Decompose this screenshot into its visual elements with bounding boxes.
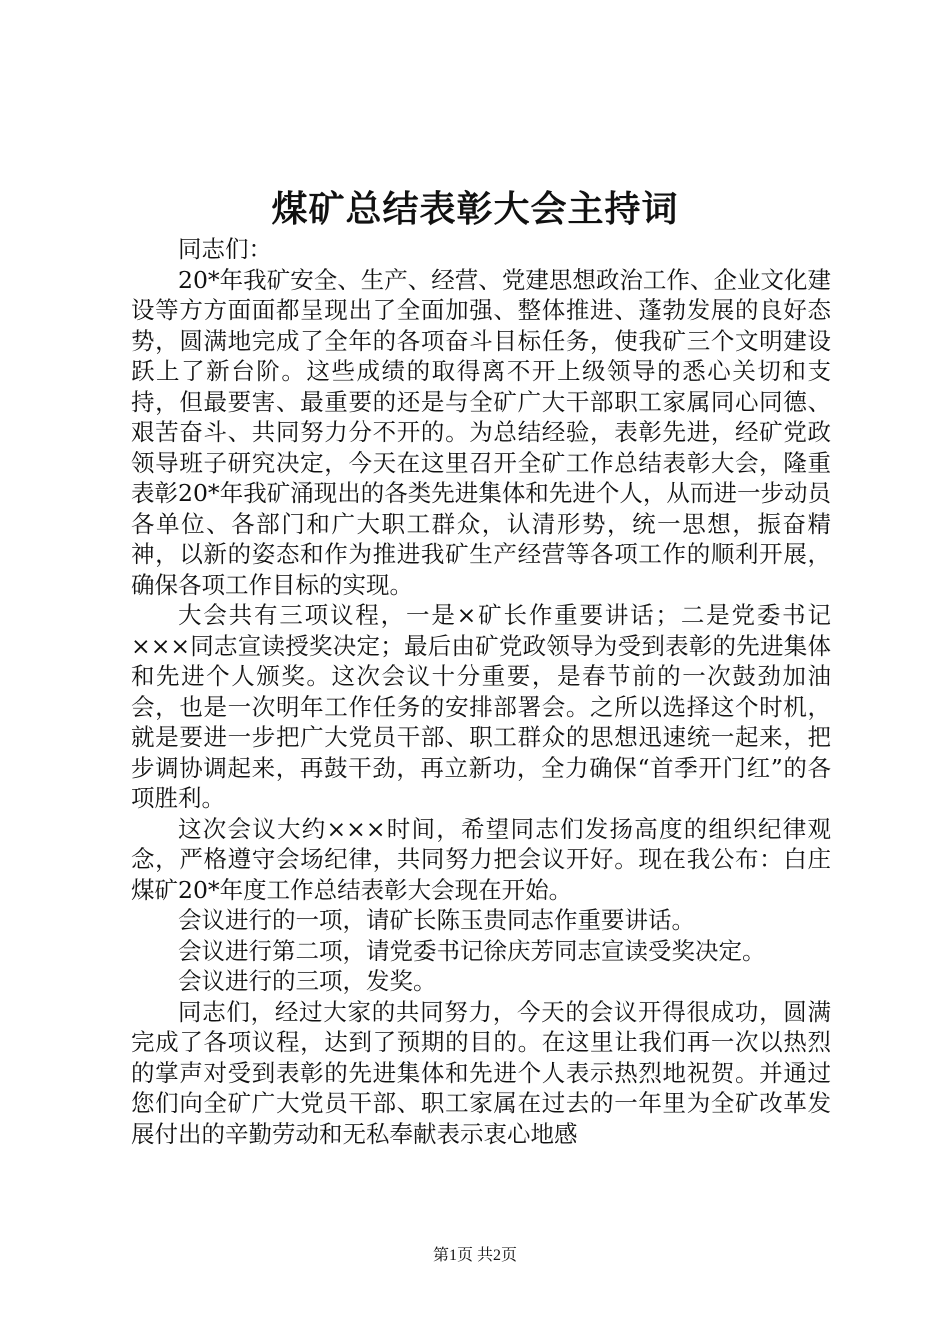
document-body bbox=[131, 234, 831, 1149]
body-paragraph: 大会共有三项议程，一是×矿长作重要讲话；二是党委书记×××同志宣读授奖决定；最后由矿党政领导为受到表彰的先进集体和先进个人颁奖。这次会议十分重要，是春节前的一次鼓劲加油会，也是一次明年工作任务的安排部署会。之所以选择这个时机，就是要进一步把广大党员干部、职工群众的思想迅速统一起来，把步调协调起来，再鼓干劲，再立新功，全力确保“首季开门红”的各项胜利。 bbox=[131, 601, 831, 812]
salutation-paragraph: 同志们： bbox=[178, 235, 272, 263]
body-paragraph: 同志们，经过大家的共同努力，今天的会议开得很成功，圆满完成了各项议程，达到了预期的目的。在这里让我们再一次以热烈的掌声对受到表彰的先进集体和先进个人表示热烈地祝贺。并通过您们向全矿广大党员干部、职工家属在过去的一年里为全矿改革发展付出的辛勤劳动和无私奉献表示衷心地感 bbox=[131, 997, 831, 1148]
document-title: 煤矿总结表彰大会主持词 bbox=[271, 188, 679, 230]
body-paragraph: 这次会议大约×××时间，希望同志们发扬高度的组织纪律观念，严格遵守会场纪律，共同努力把会议开好。现在我公布：白庄煤矿20*年度工作总结表彰大会现在开始。 bbox=[131, 814, 831, 904]
agenda-item-paragraph: 会议进行第二项，请党委书记徐庆芳同志宣读受奖决定。 bbox=[178, 936, 766, 965]
page-footer: 第1页 共2页 bbox=[432, 1247, 517, 1264]
agenda-item-paragraph: 会议进行的一项，请矿长陈玉贵同志作重要讲话。 bbox=[178, 906, 695, 934]
agenda-item-paragraph: 会议进行的三项，发奖。 bbox=[178, 967, 437, 995]
body-paragraph: 20*年我矿安全、生产、经营、党建思想政治工作、企业文化建设等方方面面都呈现出了全面加强、整体推进、蓬勃发展的良好态势，圆满地完成了全年的各项奋斗目标任务，使我矿三个文明建设跃上了新台阶。这些成绩的取得离不开上级领导的悉心关切和支持，但最要害、最重要的还是与全矿广大干部职工家属同心同德、艰苦奋斗、共同努力分不开的。为总结经验，表彰先进，经矿党政领导班子研究决定，今天在这里召开全矿工作总结表彰大会，隆重表彰20*年我矿涌现出的各类先进集体和先进个人，从而进一步动员各单位、各部门和广大职工群众，认清形势，统一思想，振奋精神，以新的姿态和作为推进我矿生产经营等各项工作的顺利开展，确保各项工作目标的实现。 bbox=[131, 265, 831, 599]
